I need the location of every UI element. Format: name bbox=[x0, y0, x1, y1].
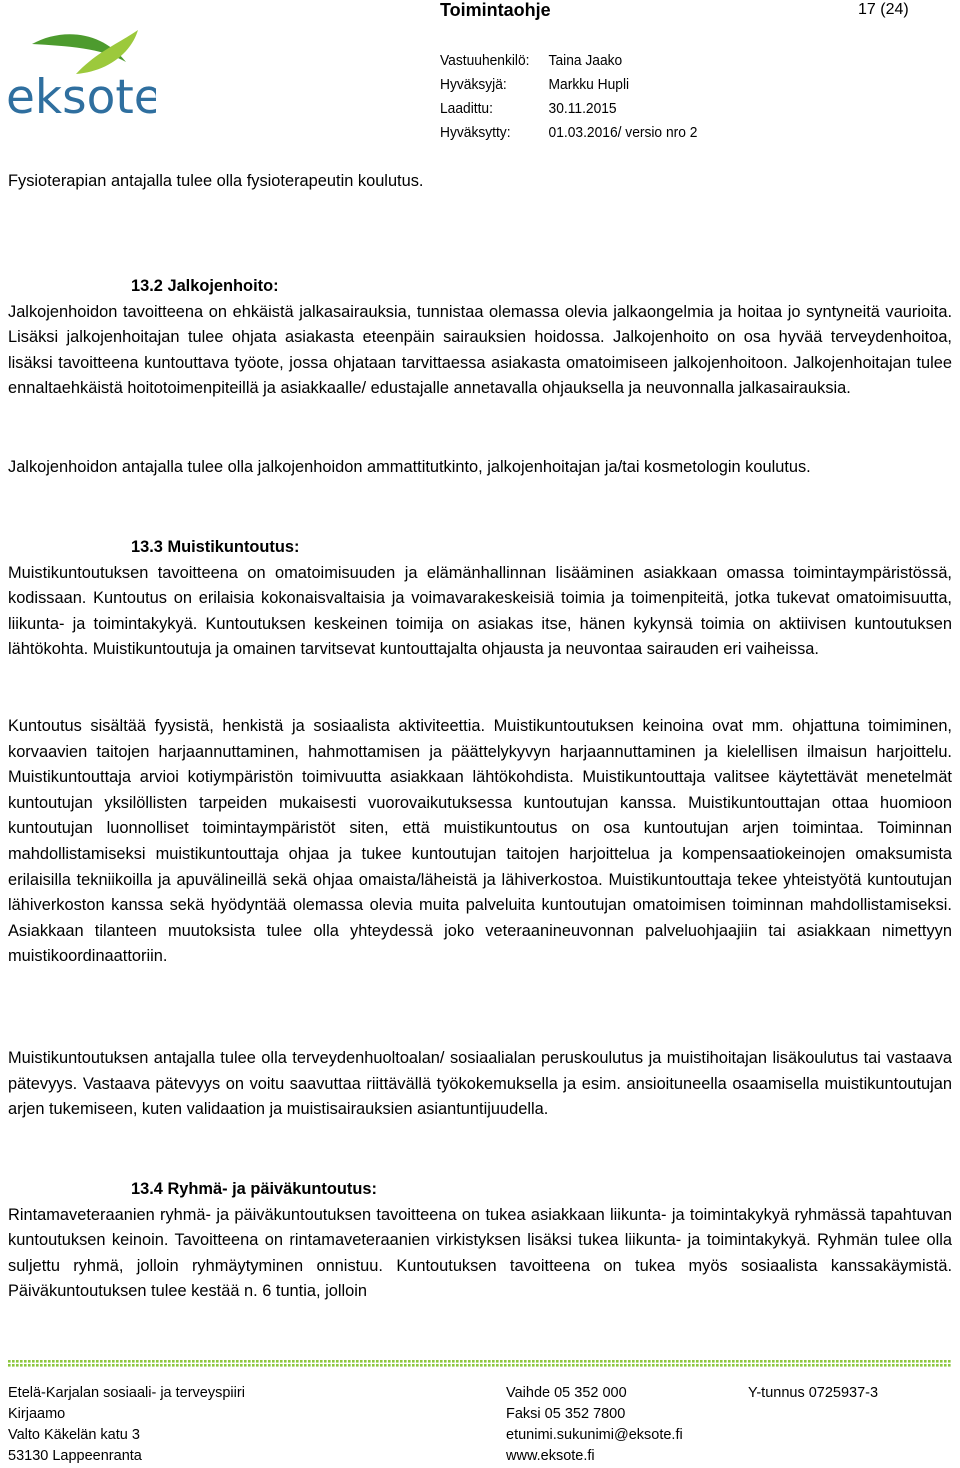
footer-line: Etelä-Karjalan sosiaali- ja terveyspiiri bbox=[8, 1385, 245, 1401]
meta-value: 01.03.2016/ versio nro 2 bbox=[548, 124, 698, 141]
section-13-2 bbox=[8, 274, 952, 402]
footer-line: Kirjaamo bbox=[8, 1406, 66, 1422]
paragraph: Muistikuntoutuksen tavoitteena on omatoimisuuden ja elämänhallinnan lisääminen asiakkaan omassa toimintaympäristössä, kodissaan. Kuntoutus on erilaisia kokonaisvaltaisia ja voimavarakeskeisiä toimia ja toimenpiteitä, jotka tukevat omatoimisuutta, liikunta- ja toimintakykyä. Kuntoutuksen keskeinen toimija on asiakas itse, hänen kykynsä toimia on aktiivisen kuntoutuksen lähtökohta. Muistikuntoutuja ja omainen tarvitsevat kuntouttajalta ohjausta ja neuvontaa sairauden eri vaiheissa. bbox=[8, 563, 952, 659]
footer-email: etunimi.sukunimi@eksote.fi bbox=[506, 1427, 683, 1443]
meta-value: 30.11.2015 bbox=[548, 100, 617, 117]
paragraph: Jalkojenhoidon antajalla tulee olla jalkojenhoidon ammattitutkinto, jalkojenhoitajan ja/tai kosmetologin koulutus. bbox=[8, 458, 811, 476]
document-type: Toimintaohje bbox=[440, 0, 551, 20]
footer-organization bbox=[8, 1383, 245, 1467]
footer-phone: Vaihde 05 352 000 bbox=[506, 1385, 627, 1401]
section-heading: 13.3 Muistikuntoutus: bbox=[131, 538, 300, 556]
paragraph: Kuntoutus sisältää fyysistä, henkistä ja sosiaalista aktiviteettia. Muistikuntoutuksen keinoina ovat mm. ohjattuna toimiminen, korvaavien taitojen harjaannuttaminen, hahmottamisen ja päättelykyvyn harjaannuttaminen ja kielellisen ilmaisun harjoittelu. Muistikuntouttaja arvioi kotiympäristön toimivuutta asiakkaan lähtökohdista. Muistikuntouttaja valitsee käytettävät menetelmät kuntoutujan yksilöllisten tarpeiden mukaisesti vuorovaikutuksessa kuntoutujan kanssa. Muistikuntouttajan ottaa huomioon kuntoutujan luonnolliset toimintaympäristöt siten, että muistikuntoutus on osa kuntoutujan arjen toimintaa. Toiminnan mahdollistamiseksi muistikuntouttaja ohjaa ja tukee kuntoutujan taitojen harjoittelua ja kompensaatiokeinojen omaksumista erilaisilla tekniikoilla ja apuvälineillä sekä ohjaa omaista/läheistä ja lähiverkostoa. Muistikuntouttaja tekee yhteistyötä kuntoutujan lähiverkoston kanssa sekä hyödyntää olemassa olevia muita palveluita kuntoutujan omatoimisen toiminnan mahdollistamiseksi. Asiakkaan tilanteen muutoksista tulee olla yhteydessä joko veteraanineuvonnan palveluohjaajiin tai asiakkaan nimettyyn muistikoordinaattoriin. bbox=[8, 717, 952, 966]
footer-website: www.eksote.fi bbox=[506, 1448, 595, 1464]
section-13-4 bbox=[8, 1177, 952, 1305]
section-13-3-methods bbox=[8, 714, 952, 970]
meta-row-created bbox=[440, 100, 697, 124]
footer-line: 53130 Lappeenranta bbox=[8, 1448, 142, 1464]
section-heading: 13.2 Jalkojenhoito: bbox=[131, 277, 279, 295]
section-heading: 13.4 Ryhmä- ja päiväkuntoutus: bbox=[131, 1180, 377, 1198]
eksote-logo-graphic bbox=[6, 22, 156, 122]
paragraph: Muistikuntoutuksen antajalla tulee olla terveydenhuoltoalan/ sosiaalialan peruskoulutus ja muistihoitajan lisäkoulutus tai vastaava pätevyys. Vastaava pätevyys on voitu saavuttaa riittävällä työkokemuksella ja esim. ansioituneella osaamisella muistikuntoutujan arjen tukemiseen, kuten validaation ja muistisairauksien asiantuntijuudella. bbox=[8, 1049, 952, 1119]
paragraph: Jalkojenhoidon tavoitteena on ehkäistä jalkasairauksia, tunnistaa olemassa olevia jalkaongelmia ja hoitaa jo syntyneitä vaurioita. Lisäksi jalkojenhoitajan tulee ohjata asiakasta eteenpäin sairauksien hoidossa. Jalkojenhoito on osa hyvää terveydenhoitoa, lisäksi tavoitteena kuntouttava työote, jossa ohjataan tarvittaessa asiakasta omatoimiseen jalkojenhoitoon. Jalkojenhoitajan tulee ennaltaehkäistä hoitotoimenpiteillä ja asiakkaalle/ edustajalle annetavalla ohjauksella ja neuvonnalla jalkasairauksia. bbox=[8, 302, 952, 398]
meta-label: Hyväksytty: bbox=[440, 124, 511, 141]
intro-paragraph bbox=[8, 169, 952, 195]
meta-row-responsible bbox=[440, 52, 697, 76]
meta-row-approved bbox=[440, 124, 697, 148]
logo-text: eksote bbox=[6, 70, 156, 122]
paragraph: Rintamaveteraanien ryhmä- ja päiväkuntoutuksen tavoitteena on tukea asiakkaan liikunta- ja toimintakykyä ryhmässä tapahtuvan kuntoutuksen keinoin. Tavoitteena on rintamaveteraanien virkistyksen lisäksi tukea liikunta- ja toimintakykyä. Ryhmän tulee olla suljettu ryhmä, jolloin ryhmäytyminen onnistuu. Kuntoutuksen tavoitteena on tukea myös sosiaalista kanssakäymistä. Päiväkuntoutuksen tulee kestää n. 6 tuntia, jolloin bbox=[8, 1205, 952, 1301]
section-13-2-requirements bbox=[8, 455, 952, 481]
meta-value: Markku Hupli bbox=[548, 76, 630, 93]
document-meta bbox=[440, 52, 697, 148]
footer-business-id bbox=[748, 1383, 878, 1404]
footer-contact bbox=[506, 1383, 683, 1467]
footer-fax: Faksi 05 352 7800 bbox=[506, 1406, 626, 1422]
eksote-logo bbox=[6, 22, 156, 122]
meta-label: Laadittu: bbox=[440, 100, 493, 117]
meta-row-approver bbox=[440, 76, 697, 100]
meta-label: Hyväksyjä: bbox=[440, 76, 507, 93]
section-13-3-requirements bbox=[8, 1046, 952, 1123]
section-13-3 bbox=[8, 535, 952, 663]
page-number: 17 (24) bbox=[858, 1, 909, 18]
paragraph: Fysioterapian antajalla tulee olla fysioterapeutin koulutus. bbox=[8, 172, 424, 190]
footer-divider bbox=[8, 1360, 952, 1368]
meta-value: Taina Jaako bbox=[548, 52, 623, 69]
footer-line: Y-tunnus 0725937-3 bbox=[748, 1385, 879, 1401]
footer-line: Valto Käkelän katu 3 bbox=[8, 1427, 140, 1443]
meta-label: Vastuuhenkilö: bbox=[440, 52, 530, 69]
